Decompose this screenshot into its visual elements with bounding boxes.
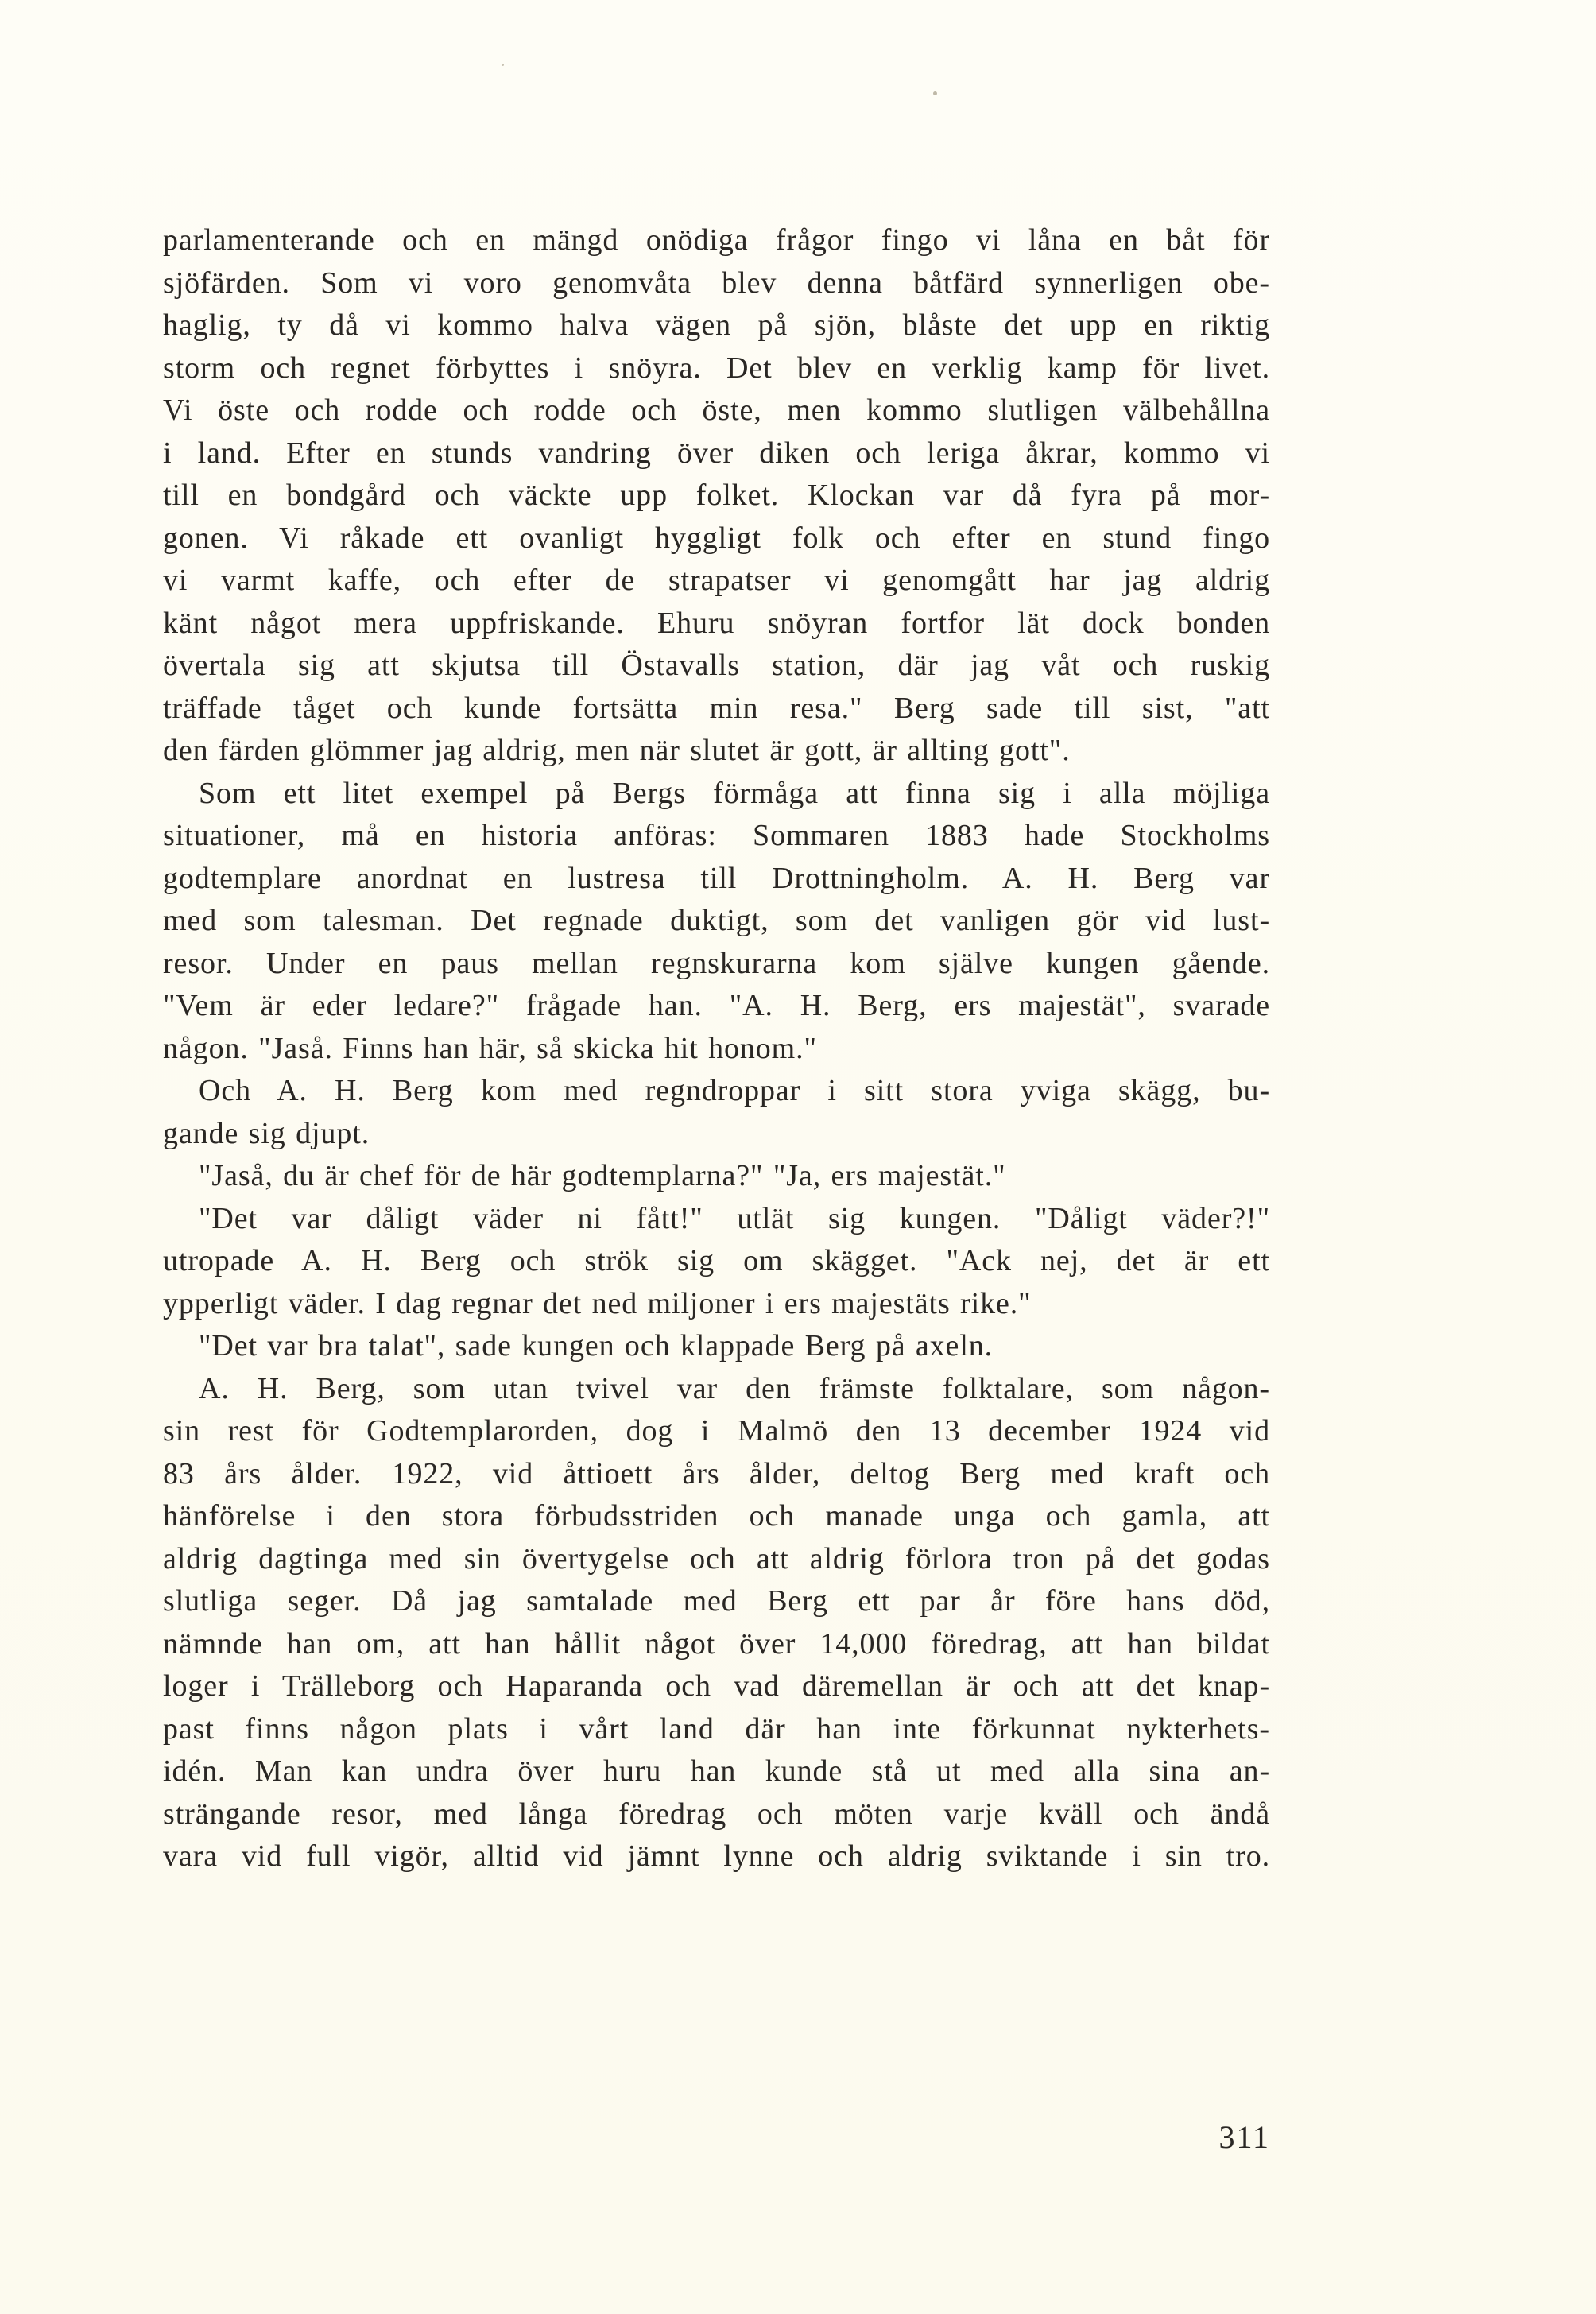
text-line: situationer, må en historia anföras: Sommaren 1883 hade Stockholms [163,819,1270,852]
text-line: vi varmt kaffe, och efter de strapatser vi genomgått har jag aldrig [163,564,1270,597]
text-line: utropade A. H. Berg och strök sig om skägget. "Ack nej, det är ett [163,1244,1270,1277]
text-line: strängande resor, med långa föredrag och möten varje kväll och ändå [163,1797,1270,1831]
text-line: aldrig dagtinga med sin övertygelse och att aldrig förlora tron på det godas [163,1541,1270,1576]
text-line: 83 års ålder. 1922, vid åttioett års ålder, deltog Berg med kraft och [163,1456,1270,1490]
text-line: godtemplare anordnat en lustresa till Drottningholm. A. H. Berg var [163,861,1270,895]
text-line: hänförelse i den stora förbudsstriden och manade unga och gamla, att [163,1499,1270,1533]
text-line: "Det var bra talat", sade kungen och klappade Berg på axeln. [199,1329,994,1362]
text-line: resor. Under en paus mellan regnskurarna kom själve kungen gående. [163,946,1270,980]
text-line: känt något mera uppfriskande. Ehuru snöyran fortfor lät dock bonden [163,606,1270,640]
page-number: 311 [1218,2119,1270,2155]
text-line: Och A. H. Berg kom med regndroppar i sitt stora yviga skägg, bu- [199,1074,1270,1107]
text-line: ypperligt väder. I dag regnar det ned miljoner i ers majestäts rike." [163,1286,1032,1320]
text-line: gonen. Vi råkade ett ovanligt hyggligt folk och efter en stund fingo [163,521,1270,555]
text-line: sin rest för Godtemplarorden, dog i Malmö den 13 december 1924 vid [163,1414,1270,1448]
text-line: storm och regnet förbyttes i snöyra. Det blev en verklig kamp för livet. [163,351,1270,385]
text-line: Vi öste och rodde och rodde och öste, men kommo slutligen välbehållna [163,393,1270,427]
text-line: gande sig djupt. [163,1116,370,1150]
text-line: någon. "Jaså. Finns han här, så skicka hit honom." [163,1031,817,1065]
text-line: Som ett litet exempel på Bergs förmåga att finna sig i alla möjliga [199,776,1270,810]
paper-speck [502,64,504,66]
text-line: sjöfärden. Som vi voro genomvåta blev denna båtfärd synnerligen obe- [163,266,1270,300]
text-line: "Jaså, du är chef för de här godtemplarna?" "Ja, ers majestät." [199,1159,1006,1192]
text-line: A. H. Berg, som utan tvivel var den främste folktalare, som någon- [199,1371,1270,1405]
text-line: träffade tåget och kunde fortsätta min resa." Berg sade till sist, "att [163,691,1270,725]
paper-speck [933,91,937,95]
text-line: i land. Efter en stunds vandring över diken och leriga åkrar, kommo vi [163,436,1270,470]
text-line: till en bondgård och väckte upp folket. Klockan var då fyra på mor- [163,479,1270,512]
text-line: vara vid full vigör, alltid vid jämnt lynne och aldrig sviktande i sin tro. [163,1839,1270,1873]
text-line: nämnde han om, att han hållit något över 14,000 föredrag, att han bildat [163,1626,1270,1661]
text-line: "Det var dåligt väder ni fått!" utlät sig kungen. "Dåligt väder?!" [199,1201,1270,1235]
text-line: den färden glömmer jag aldrig, men när slutet är gott, är allting gott". [163,734,1071,767]
text-line: med som talesman. Det regnade duktigt, som det vanligen gör vid lust- [163,904,1270,937]
text-line: "Vem är eder ledare?" frågade han. "A. H. Berg, ers majestät", svarade [163,989,1270,1022]
text-line: slutliga seger. Då jag samtalade med Berg ett par år före hans död, [163,1584,1270,1618]
text-line: haglig, ty då vi kommo halva vägen på sjön, blåste det upp en riktig [163,308,1270,342]
text-line: loger i Trälleborg och Haparanda och vad däremellan är och att det knap- [163,1669,1270,1703]
text-line: idén. Man kan undra över huru han kunde stå ut med alla sina an- [163,1754,1270,1788]
text-line: parlamenterande och en mängd onödiga frågor fingo vi låna en båt för [163,223,1270,257]
text-line: övertala sig att skjutsa till Östavalls station, där jag våt och ruskig [163,649,1270,682]
text-line: past finns någon plats i vårt land där han inte förkunnat nykterhets- [163,1711,1270,1746]
body-text [163,219,1270,1878]
